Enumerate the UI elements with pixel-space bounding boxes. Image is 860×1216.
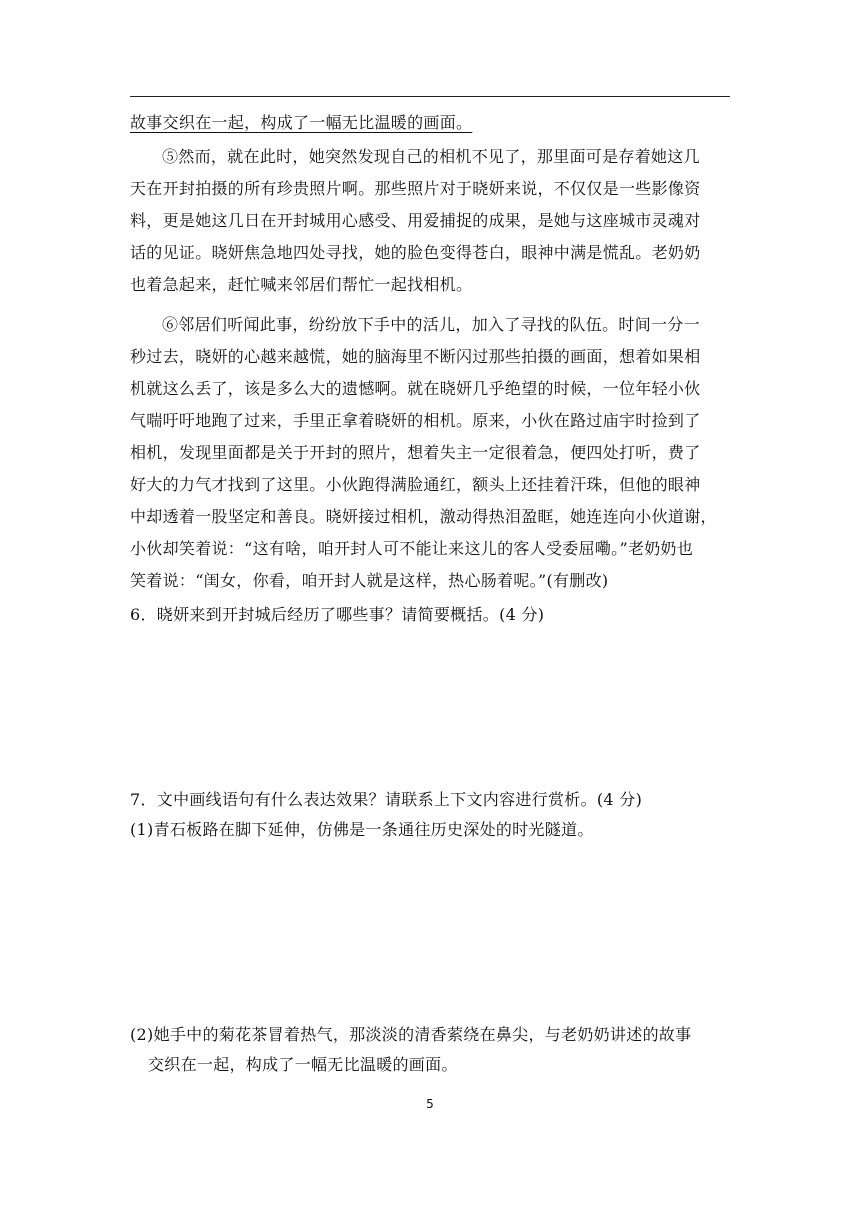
paragraph-6-line-4: 气喘吁吁地跑了过来，手里正拿着晓妍的相机。原来，小伙在路过庙宇时捡到了 (130, 411, 701, 430)
page-number: 5 (426, 1097, 434, 1111)
paragraph-6-line-6: 好大的力气才找到了这里。小伙跑得满脸通红，额头上还挂着汗珠，但他的眼神 (130, 475, 701, 494)
carryover-underlined-sentence: 故事交织在一起，构成了一幅无比温暖的画面。 (130, 113, 473, 132)
paragraph-5-line-4: 话的见证。晓妍焦急地四处寻找，她的脸色变得苍白，眼神中满是慌乱。老奶奶 (130, 243, 701, 262)
paragraph-5-line-3: 料，更是她这几日在开封城用心感受、用爱捕捉的成果，是她与这座城市灵魂对 (130, 211, 701, 230)
paragraph-5-line-2: 天在开封拍摄的所有珍贵照片啊。那些照片对于晓妍来说，不仅仅是一些影像资 (130, 179, 701, 198)
paragraph-5-line-5: 也着急起来，赶忙喊来邻居们帮忙一起找相机。 (130, 275, 473, 294)
paragraph-6-line-8: 小伙却笑着说：“这有啥，咱开封人可不能让来这儿的客人受委屈嘞。”老奶奶也 (130, 539, 694, 558)
question-7: 7．文中画线语句有什么表达效果？请联系上下文内容进行赏析。(4 分) (130, 790, 643, 809)
paragraph-6-line-2: 秒过去，晓妍的心越来越慌，她的脑海里不断闪过那些拍摄的画面，想着如果相 (130, 347, 701, 366)
question-7-part-2-line-1: (2)她手中的菊花茶冒着热气，那淡淡的清香萦绕在鼻尖，与老奶奶讲述的故事 (130, 1025, 692, 1044)
question-7-part-2-line-2: 交织在一起，构成了一幅无比温暖的画面。 (148, 1055, 458, 1074)
paragraph-6-line-1: ⑥邻居们听闻此事，纷纷放下手中的活儿，加入了寻找的队伍。时间一分一 (162, 315, 700, 334)
paragraph-6-line-7: 中却透着一股坚定和善良。晓妍接过相机，激动得热泪盈眶，她连连向小伙道谢， (130, 507, 717, 526)
question-7-part-1: (1)青石板路在脚下延伸，仿佛是一条通往历史深处的时光隧道。 (130, 820, 594, 839)
paragraph-6-line-9: 笑着说：“闺女，你看，咱开封人就是这样，热心肠着呢。”(有删改) (130, 571, 609, 590)
paragraph-5-line-1: ⑤然而，就在此时，她突然发现自己的相机不见了，那里面可是存着她这几 (162, 147, 700, 166)
paragraph-6-line-5: 相机，发现里面都是关于开封的照片，想着失主一定很着急，便四处打听，费了 (130, 443, 701, 462)
question-6: 6．晓妍来到开封城后经历了哪些事？请简要概括。(4 分) (130, 605, 545, 624)
header-rule (130, 96, 730, 97)
paragraph-6-line-3: 机就这么丢了，该是多么大的遗憾啊。就在晓妍几乎绝望的时候，一位年轻小伙 (130, 379, 701, 398)
